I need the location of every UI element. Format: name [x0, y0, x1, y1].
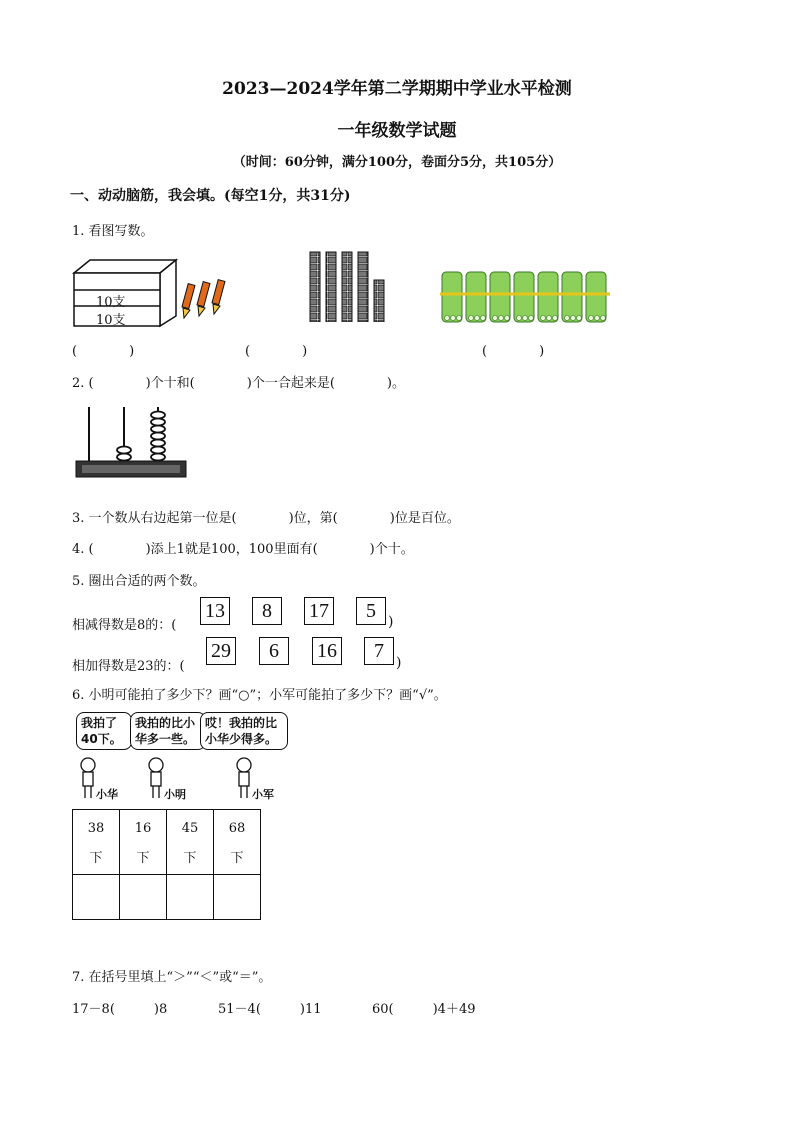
stick-bundles-illustration	[438, 268, 613, 326]
q6-answer-table	[72, 809, 261, 920]
q7-prompt: 7. 在括号里填上“＞”“＜”或“＝”。	[72, 970, 272, 985]
q5-prompt: 5. 圈出合适的两个数。	[72, 574, 206, 589]
q5-row2-number[interactable]: 6	[259, 637, 289, 665]
child-name: 小华	[96, 788, 118, 801]
q5-row2-close: )	[396, 655, 402, 671]
speech-bubble-xiaojun: 哎！我拍的比 小华少得多。	[200, 712, 288, 750]
table-cell-number: 68 下	[214, 810, 261, 875]
speech-bubble-xiaohua: 我拍了 40下。	[76, 712, 132, 750]
section-heading: 一、动动脑筋，我会填。(每空1分，共31分)	[70, 188, 351, 204]
q3-text: 3. 一个数从右边起第一位是( )位，第( )位是百位。	[72, 511, 460, 526]
table-answer-cell[interactable]	[167, 875, 214, 920]
box-label-1: 10支	[96, 295, 126, 310]
q6-prompt: 6. 小明可能拍了多少下？画“○”；小军可能拍了多少下？画“√”。	[72, 688, 447, 703]
table-cell-number: 45 下	[167, 810, 214, 875]
abacus-illustration	[74, 405, 189, 485]
q7-item: 51－4( )11	[218, 1002, 322, 1017]
exam-info: （时间：60分钟，满分100分，卷面分5分，共105分）	[232, 155, 562, 170]
q5-row2-number[interactable]: 29	[206, 637, 236, 665]
q7-item: 60( )4＋49	[372, 1002, 476, 1017]
q5-row1-number[interactable]: 8	[252, 597, 282, 625]
q4-text: 4. ( )添上1就是100，100里面有( )个十。	[72, 542, 414, 557]
cube-rods-illustration	[308, 250, 388, 322]
q7-item: 17－8( )8	[72, 1002, 168, 1017]
q5-row1-number[interactable]: 17	[304, 597, 334, 625]
q5-row1-number[interactable]: 5	[356, 597, 386, 625]
q1-prompt: 1. 看图写数。	[72, 224, 154, 239]
child-name: 小军	[252, 788, 274, 801]
table-answer-cell[interactable]	[73, 875, 120, 920]
q1-blank-2[interactable]: ( )	[245, 344, 308, 359]
child-name: 小明	[164, 788, 186, 801]
table-answer-cell[interactable]	[214, 875, 261, 920]
q5-row2-number[interactable]: 16	[312, 637, 342, 665]
q5-row2-number[interactable]: 7	[364, 637, 394, 665]
table-cell-number: 38 下	[73, 810, 120, 875]
q2-text: 2. ( )个十和( )个一合起来是( )。	[72, 376, 405, 391]
table-answer-cell[interactable]	[120, 875, 167, 920]
q5-row1-label: 相减得数是8的：(	[72, 618, 177, 633]
q5-row1-close: )	[388, 614, 394, 630]
q1-blank-3[interactable]: ( )	[482, 344, 545, 359]
q5-row1-number[interactable]: 13	[200, 597, 230, 625]
table-cell-number: 16 下	[120, 810, 167, 875]
speech-bubble-xiaoming: 我拍的比小 华多一些。	[130, 712, 206, 750]
exam-subject: 一年级数学试题	[337, 121, 457, 141]
q1-blank-1[interactable]: ( )	[72, 344, 135, 359]
q5-row2-label: 相加得数是23的：(	[72, 659, 185, 674]
exam-title: 2023—2024学年第二学期期中学业水平检测	[222, 79, 572, 99]
box-label-2: 10支	[96, 313, 126, 328]
